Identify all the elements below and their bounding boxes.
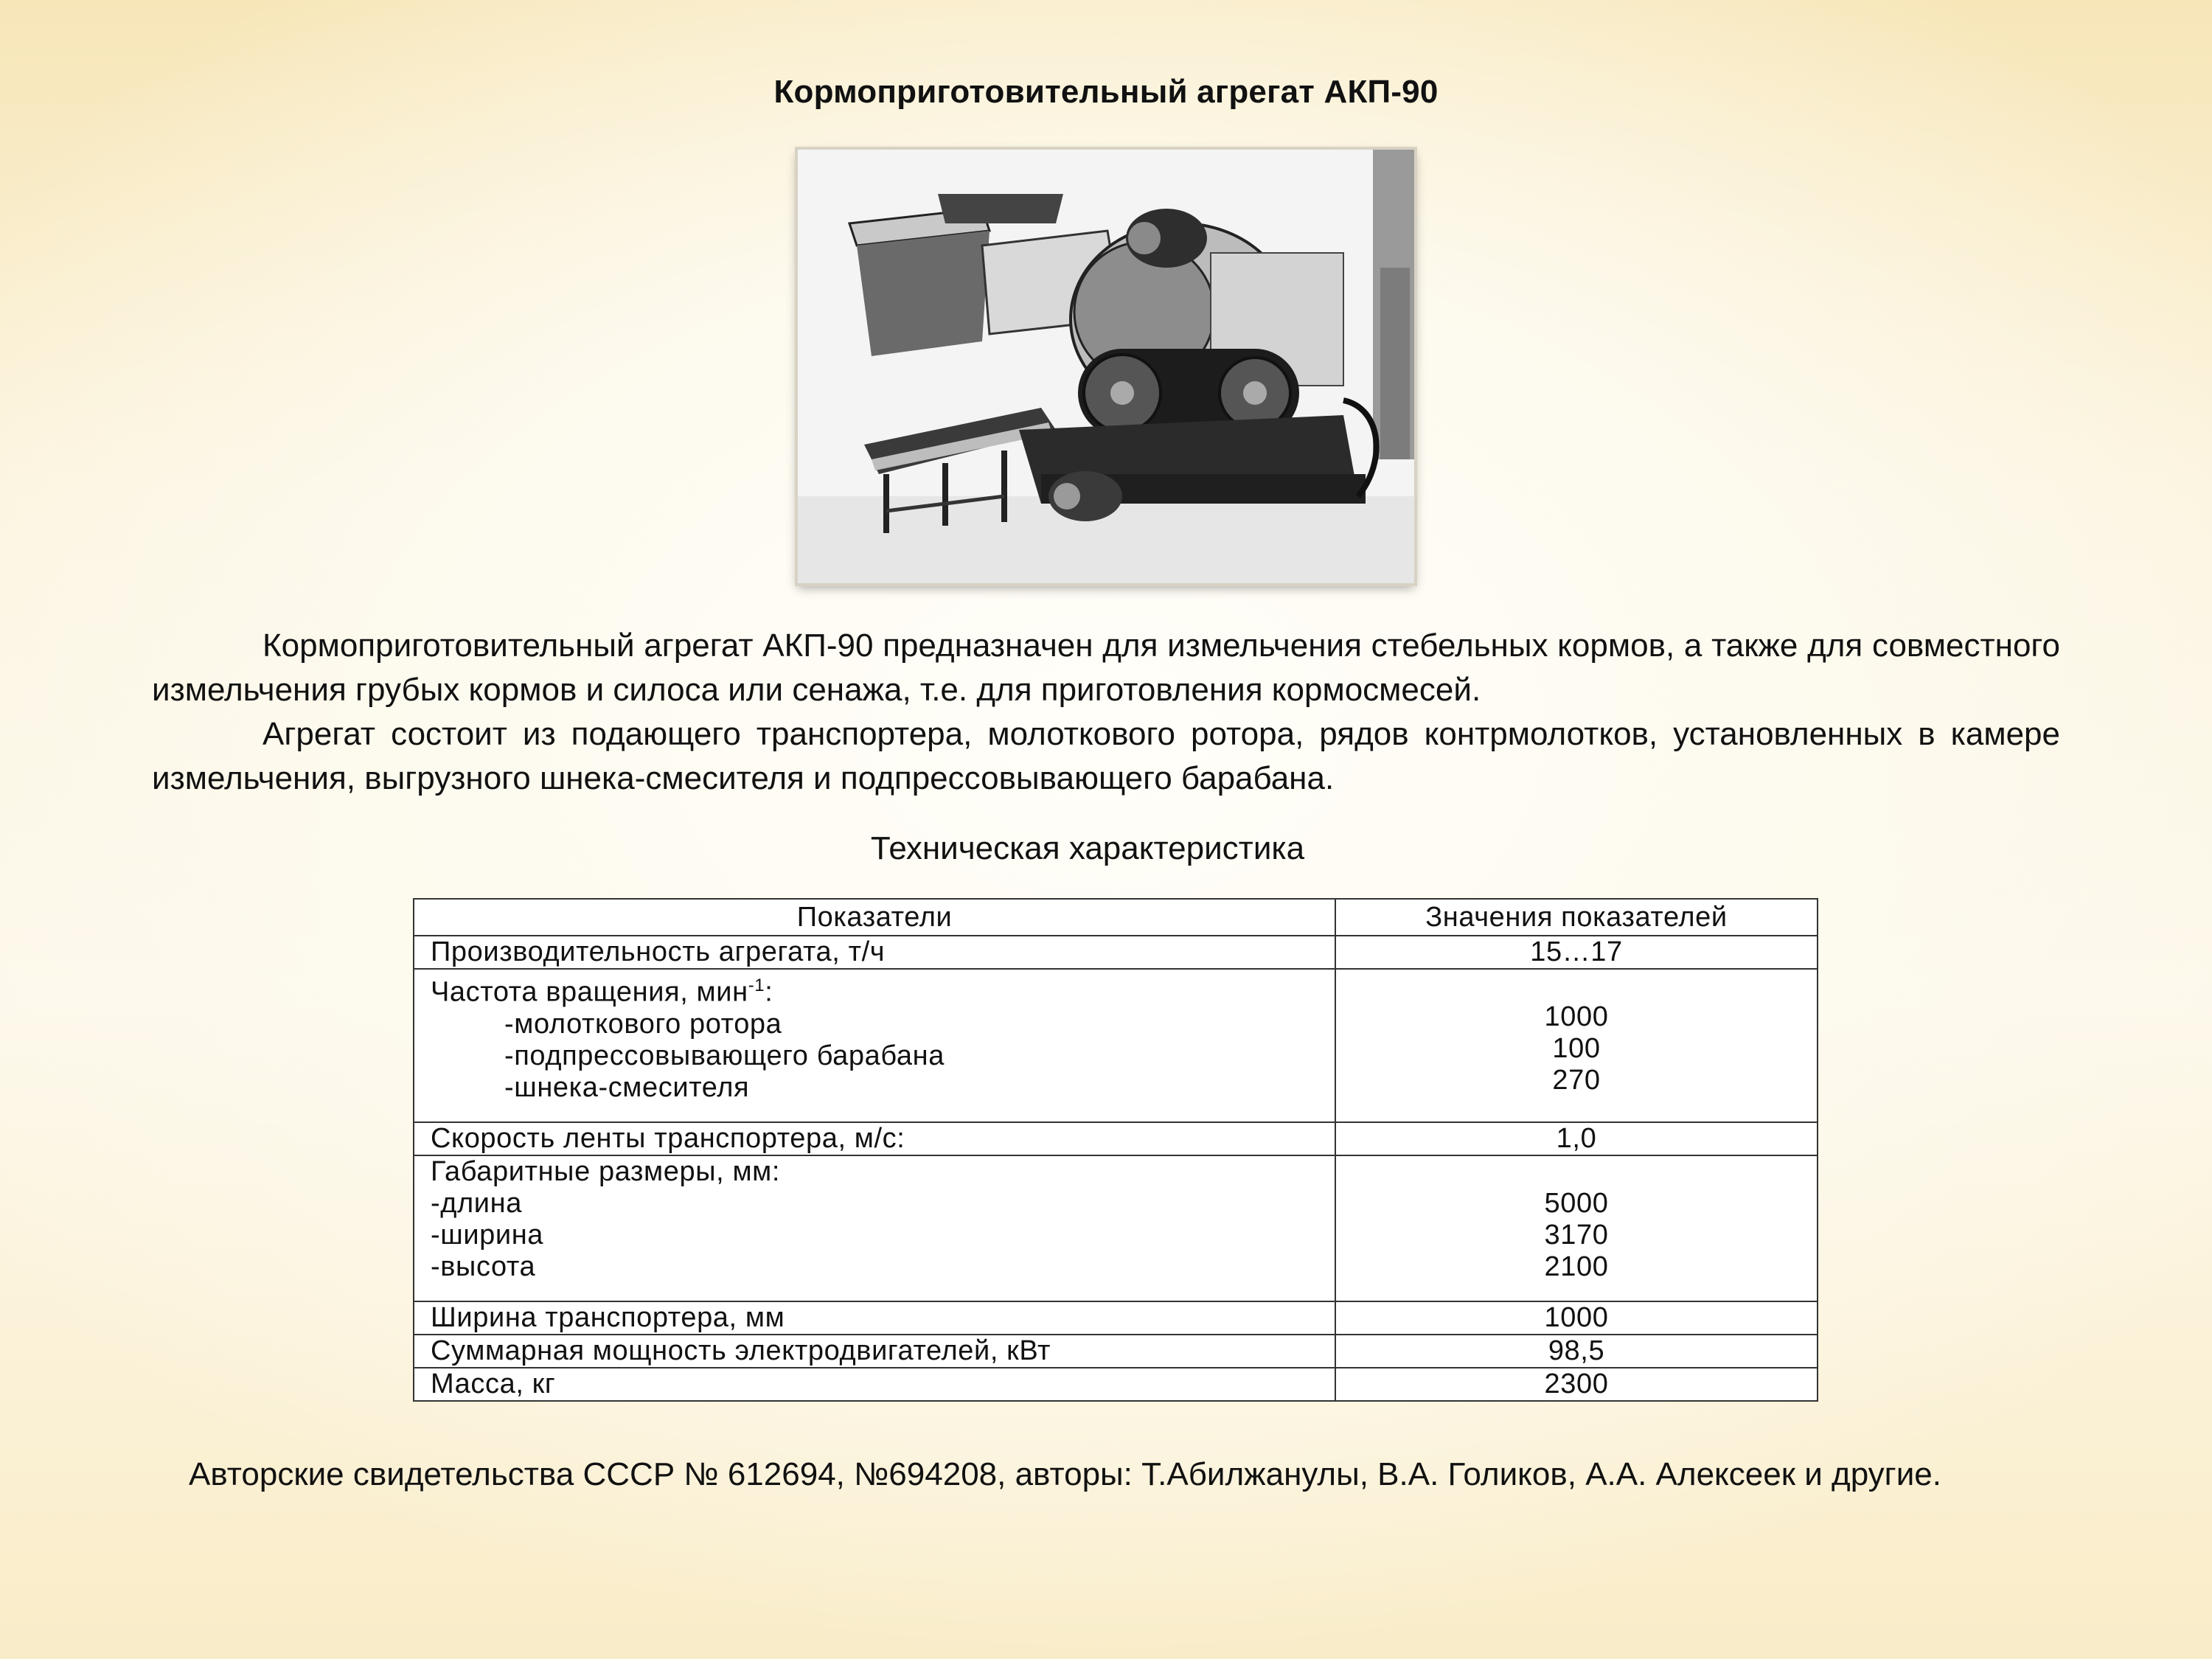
row-label: Ширина транспортера, мм <box>414 1301 1335 1335</box>
row-label: Габаритные размеры, мм: <box>431 1155 781 1187</box>
row-sub-item: -молоткового ротора <box>504 1008 782 1040</box>
table-header-row <box>414 899 1818 936</box>
table-row <box>414 1122 1818 1155</box>
label-colon: : <box>765 976 773 1008</box>
unit-superscript: -1 <box>748 975 765 995</box>
row-value: 2300 <box>1335 1368 1818 1401</box>
feed-preparation-unit-image <box>798 150 1414 583</box>
description-paragraph-2: Агрегат состоит из подающего транспортера, молоткового ротора, рядов контрмолотков, установленных в камере измельчения, выгрузного шнека-смесителя и подпрессовывающего барабана. <box>152 716 2060 796</box>
row-label-group <box>414 1155 1335 1301</box>
row-sub-item: -ширина <box>431 1219 544 1251</box>
row-sub-item: -длина <box>431 1187 522 1219</box>
page-title: Кормоприготовительный агрегат АКП-90 <box>773 74 1439 110</box>
row-value: 1,0 <box>1335 1122 1818 1155</box>
row-value-group <box>1335 969 1818 1122</box>
row-value: 1000 <box>1544 1001 1609 1032</box>
table-title: Техническая характеристика <box>870 830 1305 866</box>
table-row <box>414 1368 1818 1401</box>
machine-photo <box>798 150 1414 583</box>
row-sub-item: -подпрессовывающего барабана <box>504 1040 945 1071</box>
row-label-group <box>414 969 1335 1122</box>
row-label: Частота вращения, мин <box>431 976 748 1008</box>
row-value: 100 <box>1552 1033 1601 1064</box>
row-value: 98,5 <box>1335 1335 1818 1368</box>
table-row <box>414 1335 1818 1368</box>
row-label: Масса, кг <box>414 1368 1335 1401</box>
row-value: 1000 <box>1335 1301 1818 1335</box>
row-value-group <box>1335 1155 1818 1301</box>
row-sub-item: -высота <box>431 1251 536 1282</box>
authorship-note: Авторские свидетельства СССР № 612694, №694208, авторы: Т.Абилжанулы, В.А. Голиков, А.А. Алексеек и другие. <box>189 1456 1941 1492</box>
header-values: Значения показателей <box>1335 899 1818 936</box>
row-value: 15…17 <box>1335 936 1818 969</box>
header-indicators: Показатели <box>414 899 1335 936</box>
row-label: Производительность агрегата, т/ч <box>414 936 1335 969</box>
row-value: 5000 <box>1544 1187 1609 1219</box>
row-label: Суммарная мощность электродвигателей, кВт <box>414 1335 1335 1368</box>
row-value: 3170 <box>1544 1219 1609 1251</box>
row-value: 2100 <box>1544 1251 1609 1282</box>
row-label: Скорость ленты транспортера, м/с: <box>414 1122 1335 1155</box>
specifications-table <box>413 898 1818 1402</box>
row-value: 270 <box>1552 1065 1601 1096</box>
row-sub-item: -шнека-смесителя <box>504 1071 750 1103</box>
table-row <box>414 1301 1818 1335</box>
table-row <box>414 1155 1818 1301</box>
table-row <box>414 936 1818 969</box>
table-row <box>414 969 1818 1122</box>
description-paragraph-1: Кормоприготовительный агрегат АКП-90 предназначен для измельчения стебельных кормов, а также для совместного измельчения грубых кормов и силоса или сенажа, т.е. для приготовления кормосмесей. <box>152 627 2060 708</box>
